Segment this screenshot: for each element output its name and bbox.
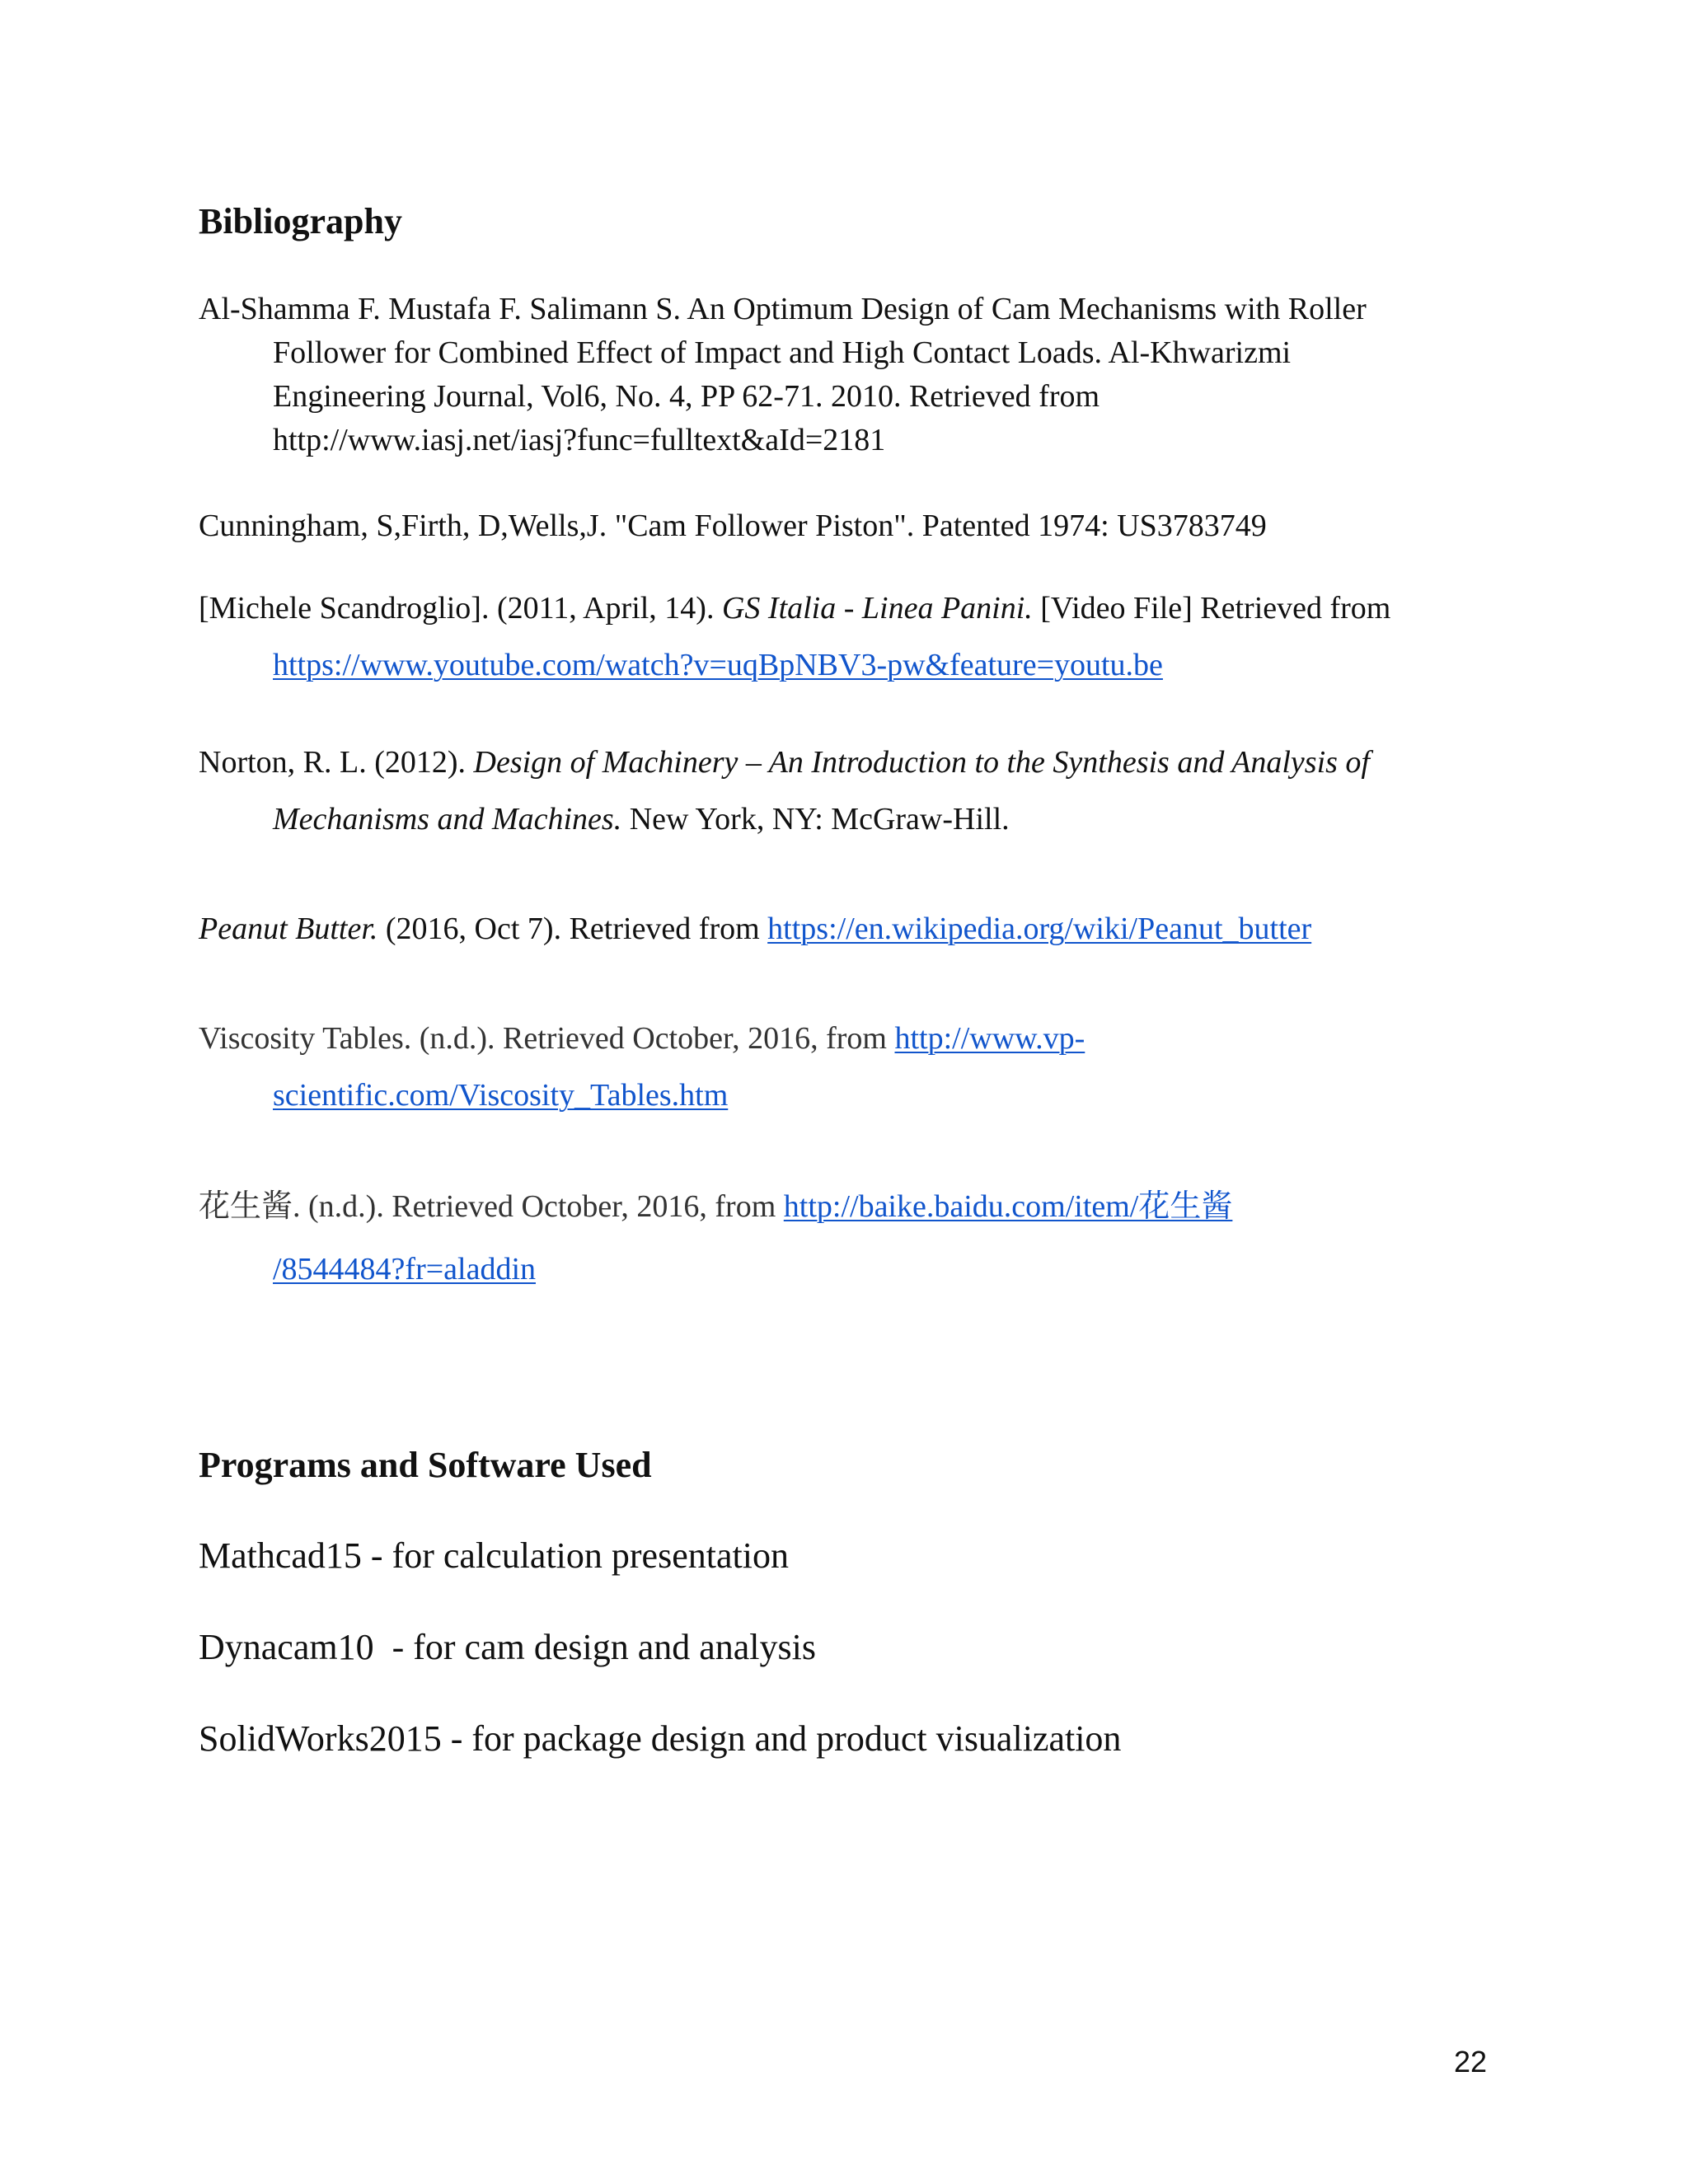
- reference-line: [199, 580, 1484, 637]
- software-item-solidworks: SolidWorks2015 - for package design and product visualization: [199, 1718, 1122, 1759]
- reference-author: [Michele Scandroglio]. (2011, April, 14).: [199, 591, 722, 626]
- reference-text: (2016, Oct 7). Retrieved from: [377, 912, 768, 946]
- reference-line: [199, 901, 1484, 958]
- reference-text: [Video File] Retrieved from: [1032, 591, 1391, 626]
- reference-title: 花生酱: [199, 1189, 293, 1224]
- reference-line: [199, 637, 1484, 694]
- reference-norton: [199, 734, 1484, 848]
- youtube-link[interactable]: https://www.youtube.com/watch?v=uqBpNBV3-pw&feature=youtu.be: [273, 648, 1163, 682]
- software-item-mathcad: Mathcad15 - for calculation presentation: [199, 1535, 789, 1576]
- reference-line: Cunningham, S,Firth, D,Wells,J. "Cam Follower Piston". Patented 1974: US3783749: [199, 509, 1267, 543]
- reference-line: [199, 1175, 1484, 1238]
- reference-text: New York, NY: McGraw-Hill.: [621, 802, 1010, 837]
- reference-text: . (n.d.). Retrieved October, 2016, from: [293, 1189, 784, 1224]
- reference-line: [199, 1010, 1484, 1067]
- reference-line: Al-Shamma F. Mustafa F. Salimann S. An Optimum Design of Cam Mechanisms with Roller: [199, 292, 1367, 326]
- reference-text: Viscosity Tables. (n.d.). Retrieved October, 2016, from: [199, 1021, 895, 1056]
- reference-line: [199, 1067, 1484, 1124]
- software-item-dynacam: Dynacam10 - for cam design and analysis: [199, 1627, 816, 1667]
- bibliography-heading: Bibliography: [199, 201, 402, 241]
- reference-line: Follower for Combined Effect of Impact and High Contact Loads. Al-Khwarizmi: [273, 335, 1292, 370]
- reference-scandroglio: [199, 580, 1484, 694]
- page-number: 22: [1454, 2045, 1488, 2079]
- reference-cunningham: [199, 504, 1484, 548]
- reference-title: Peanut Butter.: [199, 912, 378, 946]
- reference-viscosity: [199, 1010, 1484, 1124]
- reference-line: [199, 791, 1484, 848]
- viscosity-link-continued[interactable]: scientific.com/Viscosity_Tables.htm: [273, 1078, 729, 1113]
- reference-title: Mechanisms and Machines.: [273, 802, 622, 837]
- wikipedia-link[interactable]: https://en.wikipedia.org/wiki/Peanut_butter: [767, 912, 1312, 946]
- software-heading: Programs and Software Used: [199, 1445, 652, 1485]
- reference-baike: [199, 1175, 1484, 1301]
- reference-peanut-butter: [199, 901, 1484, 958]
- viscosity-link[interactable]: http://www.vp-: [894, 1021, 1085, 1056]
- reference-line: Engineering Journal, Vol6, No. 4, PP 62-71. 2010. Retrieved from: [273, 379, 1100, 414]
- baike-link[interactable]: http://baike.baidu.com/item/花生酱: [783, 1189, 1233, 1224]
- baike-link-continued[interactable]: /8544484?fr=aladdin: [273, 1252, 537, 1286]
- reference-line: [199, 1238, 1484, 1301]
- reference-title: Design of Machinery – An Introduction to the Synthesis and Analysis of: [473, 745, 1370, 780]
- reference-title: GS Italia - Linea Panini.: [721, 591, 1033, 626]
- reference-author: Norton, R. L. (2012).: [199, 745, 474, 780]
- reference-line: http://www.iasj.net/iasj?func=fulltext&aId=2181: [273, 423, 886, 457]
- reference-line: [199, 734, 1484, 791]
- reference-alshamma: [199, 288, 1484, 462]
